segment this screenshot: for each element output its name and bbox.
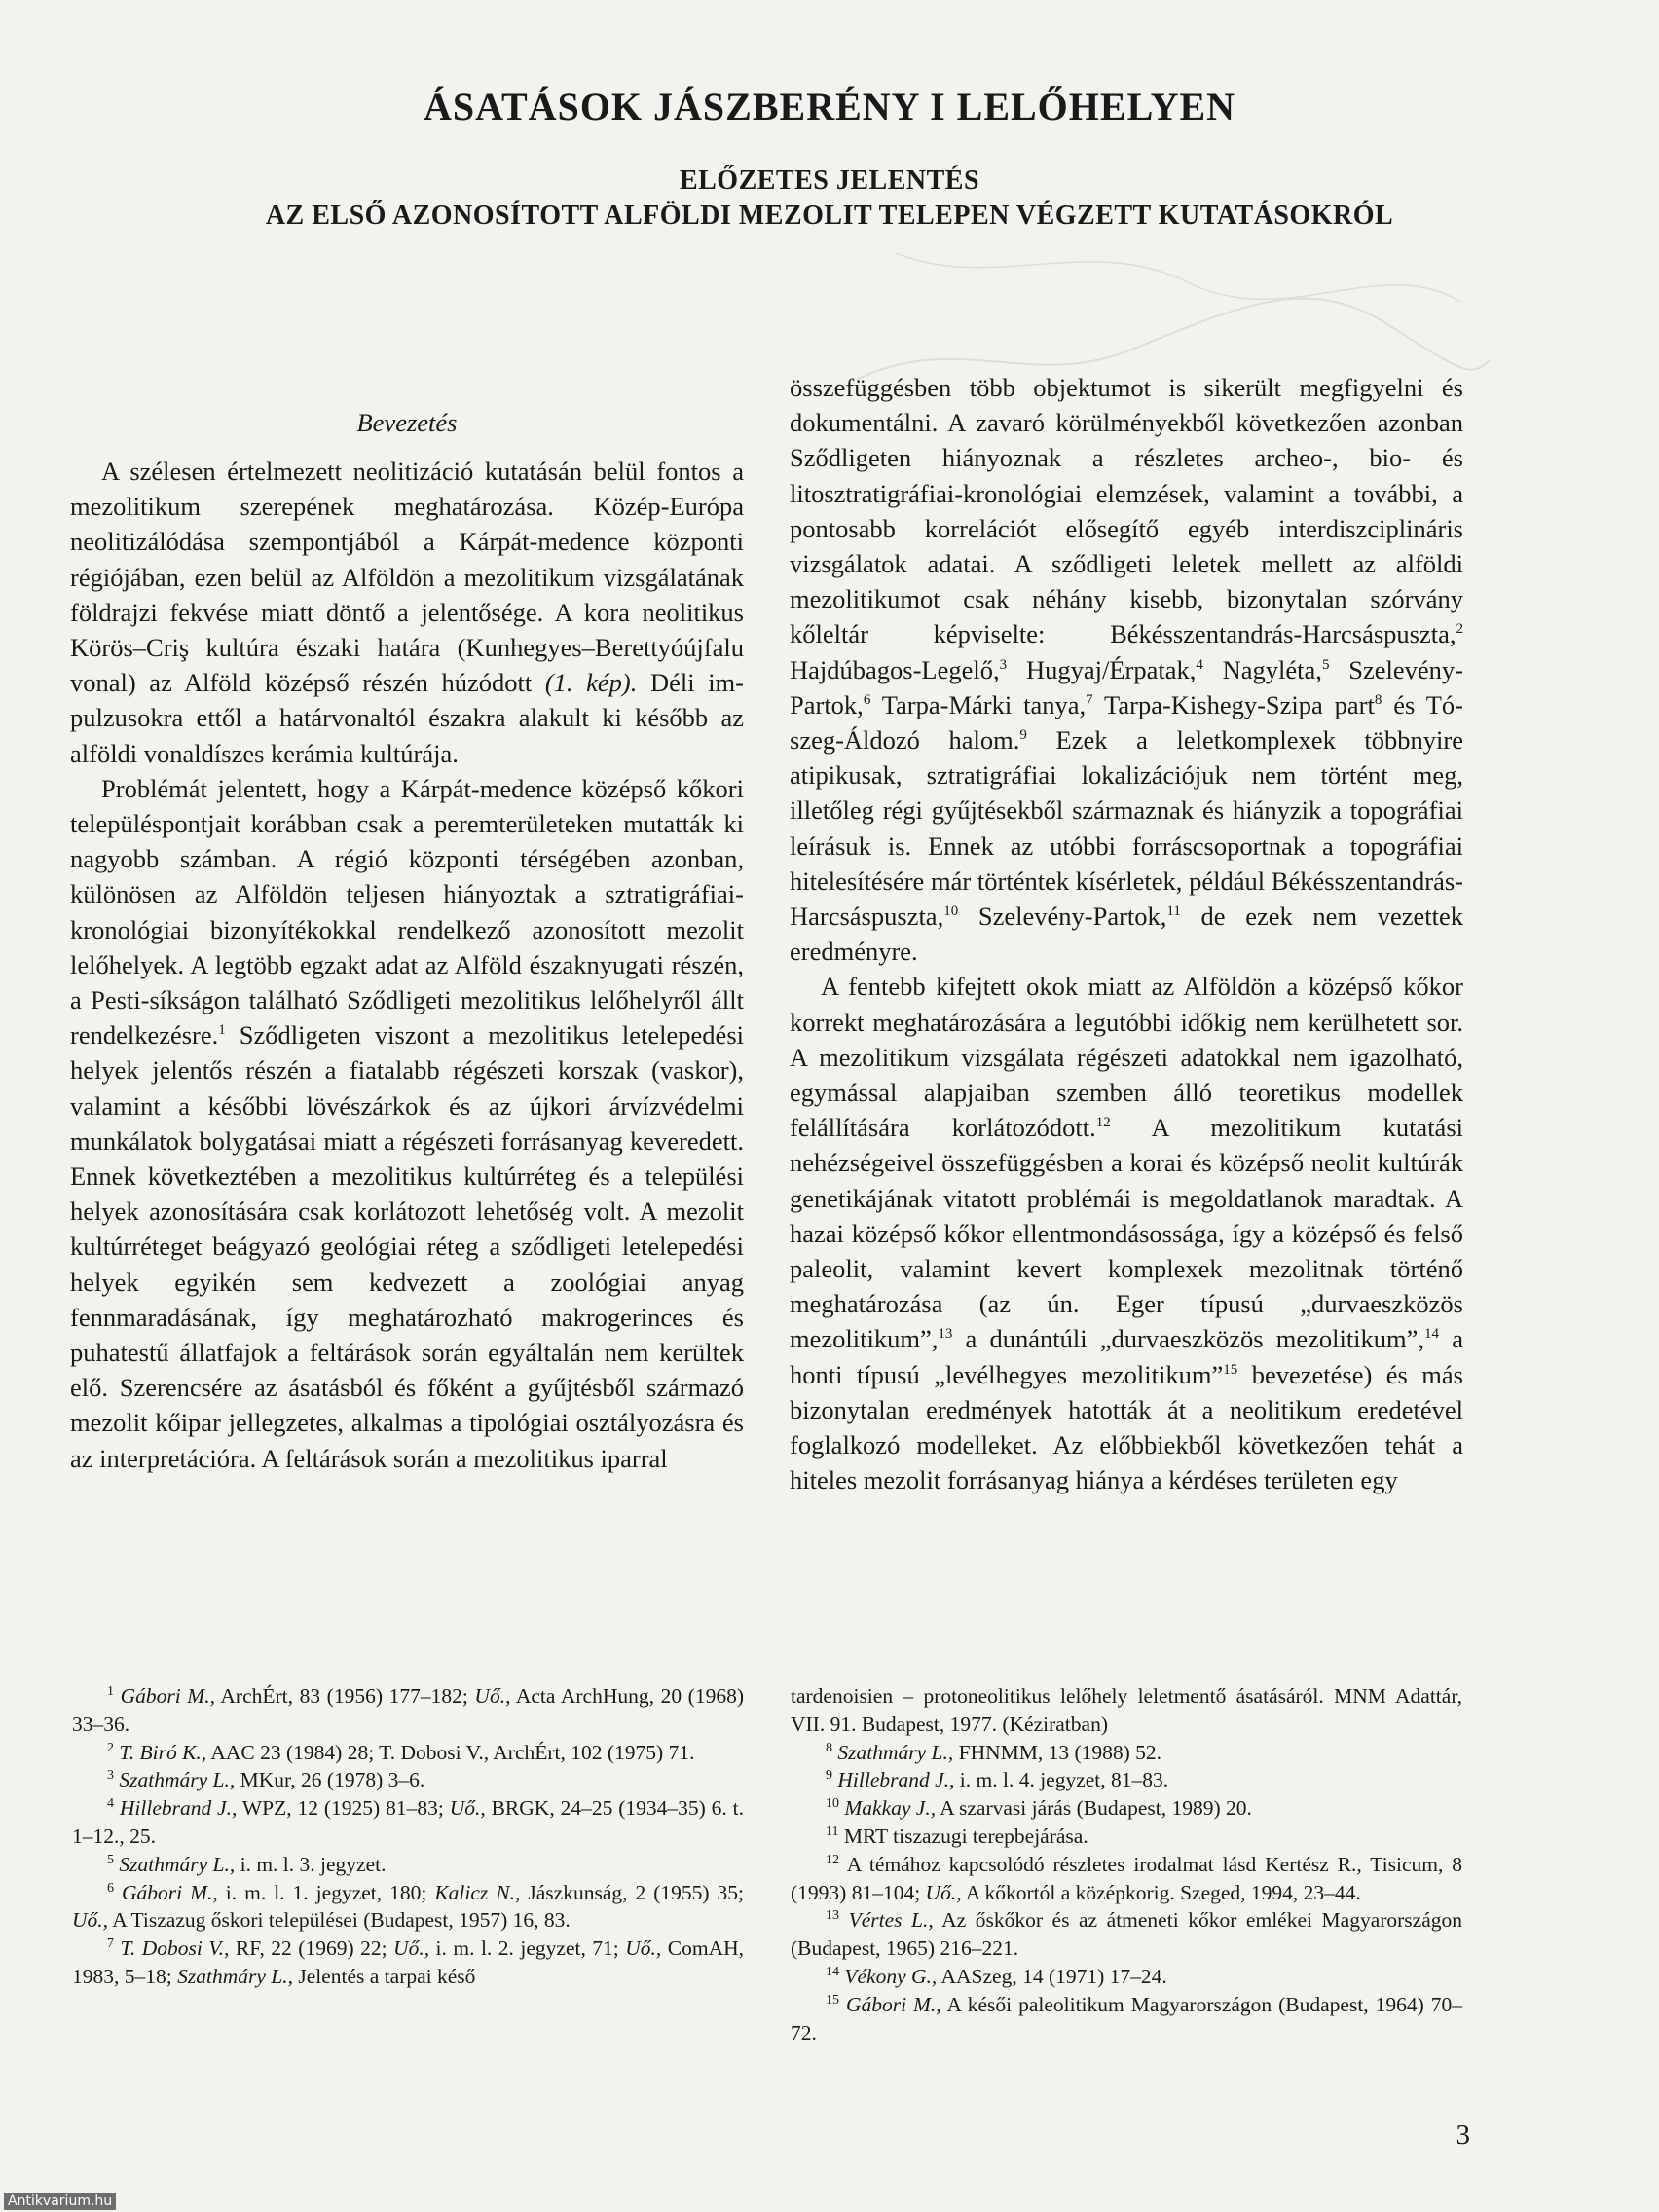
article-subtitle-line2: AZ ELSŐ AZONOSÍTOTT ALFÖLDI MEZOLIT TELEPEN VÉGZETT KUTATÁSOKRÓL [265, 201, 1394, 231]
footnote: $^{12}$ A témához kapcsolódó részletes irodalmat lásd Kertész R., Tisicum, 8 (1993) 81–104; Uő., A kőkortól a középkorig. Szeged, 1994, 23–44. [791, 1852, 1462, 1904]
footnote-continuation: tardenoisien – protoneolitikus lelőhely leletmentő ásatásáról. MNM Adattár, VII. 91. Budapest, 1977. (Kéziratban) [791, 1684, 1462, 1736]
footnote: $^{15}$ Gábori M., A késői paleolitikum Magyarországon (Budapest, 1964) 70–72. [791, 1992, 1462, 2045]
footnote: $^{11}$ MRT tiszazugi terepbejárása. [826, 1824, 1088, 1848]
footnote: $^7$ T. Dobosi V., RF, 22 (1969) 22; Uő., i. m. l. 2. jegyzet, 71; Uő., ComAH, 1983, 5–18; Szathmáry L., Jelentés a tarpai késő [72, 1936, 745, 1988]
page-number: 3 [1456, 2120, 1470, 2151]
paragraph: Problémát jelentett, hogy a Kárpát-medence középső kőkori településpontjait korábban csak a peremterületeken mutatták ki nagyobb számban. A régió központi térségében azonban, különösen az Alföldön teljesen hiányoztak a sztratigráfiai-kronológiai bizonyítékokkal rendelkező azonosított mezolit lelőhelyek. A legtöbb egzakt adat az Alföld északnyugati részén, a Pesti-síkságon található Sződligeti mezolitikus lelőhelyről állt rendelkezésre.$^1$ Sződligeten viszont a mezolitikus letelepedési helyek jelentős részén a fiatalabb régészeti korszak (vaskor), valamint a későbbi lövészárkok és az újkori árvízvédelmi munkálatok bolygatásai miatt a régészeti forrásanyag keveredett. Ennek következtében a mezolitikus kultúrréteg és a települési helyek azonosítására csak korlátozott lehetőség volt. A mezolit kultúrréteget beágyazó geológiai réteg a sződligeti letelepedési helyek egyikén sem kedvezett a zoológiai anyag fennmaradásának, így meghatározható makrogerinces és puhatestű állatfajok a feltárások során egyáltalán nem kerültek elő. Szerencsére az ásatásból és főként a gyűjtésből származó mezolit kőipar jellegzetes, alkalmas a tipológiai osztályozásra és az interpretációra. A feltárások során a mezolitikus iparral [70, 773, 744, 1473]
footnote: $^{13}$ Vértes L., Az őskőkor és az átmeneti kőkor emlékei Magyarországon (Budapest, 1965) 216–221. [791, 1908, 1463, 1961]
article-subtitle-line1: ELŐZETES JELENTÉS [679, 166, 980, 196]
paragraph: A szélesen értelmezett neolitizáció kutatásán belül fontos a mezolitikum szerepének meghatározása. Közép-Európa neolitizálódása szempontjából a Kárpát-medence központi régiójában, ezen belül az Alföldön a mezolitikum vizsgálatának földrajzi fekvése miatt döntő a jelentősége. A kora neolitikus Körös–Criş kultúra északi határa (Kunhegyes–Berettyóújfalu vonal) az Alföld középső részén húzódott (1. kép). Déli impulzusokra ettől a határvonaltól északra alakult ki később az alföldi vonaldíszes kerámia kultúrája. [70, 457, 744, 768]
watermark: Antikvarium.hu [4, 2193, 116, 2210]
footnote: $^{14}$ Vékony G., AASzeg, 14 (1971) 17–24. [826, 1964, 1167, 1988]
footnote-ref: 1 [218, 1022, 226, 1039]
footnotes-right [791, 1682, 1462, 2046]
footnote: $^1$ Gábori M., ArchÉrt, 83 (1956) 177–182; Uő., Acta ArchHung, 20 (1968) 33–36. [72, 1684, 744, 1736]
footnote: $^4$ Hillebrand J., WPZ, 12 (1925) 81–83; Uő., BRGK, 24–25 (1934–35) 6. t. 1–12., 25. [72, 1796, 744, 1848]
article-title: ÁSATÁSOK JÁSZBERÉNY I LELŐHELYEN [423, 85, 1236, 129]
footnote: $^3$ Szathmáry L., MKur, 26 (1978) 3–6. [107, 1768, 425, 1792]
footnote: $^6$ Gábori M., i. m. l. 1. jegyzet, 180; Kalicz N., Jászkunság, 2 (1955) 35; Uő., A Tiszazug őskori települései (Budapest, 1957) 16, 83. [72, 1880, 745, 1933]
footnote: $^{10}$ Makkay J., A szarvasi járás (Budapest, 1989) 20. [826, 1796, 1252, 1821]
paragraph: összefüggésben több objektumot is sikerült megfigyelni és dokumentálni. A zavaró körülményekből következően azonban Sződligeten hiányoznak a részletes archeo-, bio- és litosztratigráfiai-kronológiai elemzések, valamint a további, a pontosabb korrelációt elősegítő egyéb interdiszciplináris vizsgálatok adatai. A sződligeti leletek mellett az alföldi mezolitikumot csak néhány kisebb, bizonytalan szórvány kőleltár képviselte: Békésszentandrás-Harcsáspuszta,$^2$ Hajdúbagos-Legelő,$^3$ Hugyaj/Érpatak,$^4$ Nagyléta,$^5$ Szelevény-Partok,$^6$ Tarpa-Márki tanya,$^7$ Tarpa-Kishegy-Szipa part$^8$ és Tószeg-Áldozó halom.$^9$ Ezek a leletkomplexek többnyire atipikusak, sztratigráfiai lokalizációjuk nem történt meg, illetőleg régi gyűjtésekből származnak és hiányzik a topográfiai leírásuk is. Ennek az utóbbi forráscsoportnak a topográfiai hitelesítésére már történtek kísérletek, például Békésszentandrás-Harcsáspuszta,$^{10}$ Szelevény-Partok,$^{11}$ de ezek nem vezettek eredményre. [790, 373, 1463, 967]
paragraph: A fentebb kifejtett okok miatt az Alföldön a középső kőkor korrekt meghatározására a legutóbbi időkig nem kerülhetett sor. A mezolitikum vizsgálata régészeti adatokkal nem igazolható, egymással alapjaiban szemben álló teoretikus modellek felállítására korlátozódott.$^{12}$ A mezolitikum kutatási nehézségeivel összefüggésben a korai és középső neolit kultúrák genetikájának vitatott problémái is megoldatlanok maradtak. A hazai középső kőkor ellentmondásossága, így a középső és felső paleolit, valamint kevert komplexek mezolitnak történő meghatározása (az ún. Eger típusú „durvaeszközös mezolitikum”,$^{13}$ a dunántúli „durvaeszközös mezolitikum”,$^{14}$ a honti típusú „levélhegyes mezolitikum”$^{15}$ bevezetése) és más bizonytalan eredmények hatották át a neolitikum eredetével foglalkozó modelleket. Az előbbiekből következően tehát a hiteles mezolit forrásanyag hiánya a kérdéses területen egy [790, 972, 1463, 1495]
footnote: $^9$ Hillebrand J., i. m. l. 4. jegyzet, 81–83. [826, 1768, 1169, 1792]
footnote: $^8$ Szathmáry L., FHNMM, 13 (1988) 52. [826, 1740, 1162, 1764]
footnotes-left [72, 1682, 744, 1991]
footnote: $^5$ Szathmáry L., i. m. l. 3. jegyzet. [107, 1852, 387, 1876]
right-text-column [790, 370, 1463, 1498]
left-text-column [70, 405, 744, 1476]
footnote: $^2$ T. Biró K., AAC 23 (1984) 28; T. Dobosi V., ArchÉrt, 102 (1975) 71. [107, 1740, 695, 1764]
figure-reference: (1. kép). [544, 668, 638, 698]
section-heading: Bevezetés [356, 408, 458, 437]
